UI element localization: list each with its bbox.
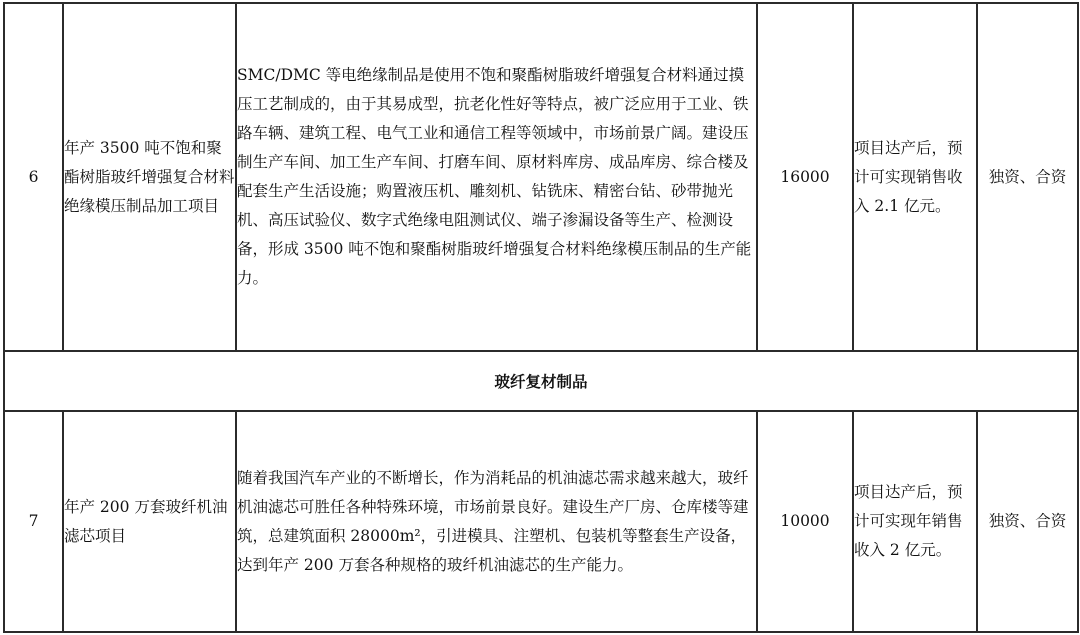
section-title [4, 351, 1078, 411]
project-description [236, 3, 757, 351]
row-number-text: 7 [28, 512, 39, 530]
project-table [3, 2, 1079, 633]
expected-benefit-text: 项目达产后，预计可实现年销售收入 2 亿元。 [854, 483, 963, 559]
section-title-text: 玻纤复材制品 [494, 371, 588, 391]
expected-benefit [853, 3, 977, 351]
project-description-text: SMC/DMC 等电绝缘制品是使用不饱和聚酯树脂玻纤增强复合材料通过摸压工艺制成的，由于其易成型，抗老化性好等特点，被广泛应用于工业、铁路车辆、建筑工程、电气工业和通信工程等领域中，市场前景广阔。建设压制生产车间、加工生产车间、打磨车间、原材料库房、成品库房、综合楼及配套生产生活设施；购置液压机、雕刻机、钻铣床、精密台钻、砂带抛光机、高压试验仪、数字式绝缘电阻测试仪、端子渗漏设备等生产、检测设备，形成 3500 吨不饱和聚酯树脂玻纤增强复合材料绝缘模压制品的生产能力。 [237, 66, 752, 287]
cooperation-mode-text: 独资、合资 [988, 512, 1067, 530]
project-description [236, 411, 757, 632]
section-row [4, 351, 1078, 411]
project-name-text: 年产 3500 吨不饱和聚酯树脂玻纤增强复合材料绝缘模压制品加工项目 [64, 138, 235, 215]
investment-amount [757, 3, 853, 351]
project-name-text: 年产 200 万套玻纤机油滤芯项目 [64, 497, 228, 545]
expected-benefit-text: 项目达产后，预计可实现销售收入 2.1 亿元。 [854, 138, 963, 215]
project-name [63, 3, 236, 351]
project-description-text: 随着我国汽车产业的不断增长，作为消耗品的机油滤芯需求越来越大，玻纤机油滤芯可胜任各种特殊环境，市场前景良好。建设生产厂房、仓库楼等建筑，总建筑面积 28000m²，引进模具、注塑机、包装机等整套生产设备，达到年产 200 万套各种规格的玻纤机油滤芯的生产能力。 [237, 468, 749, 574]
investment-amount-text: 16000 [780, 167, 830, 186]
expected-benefit [853, 411, 977, 632]
investment-amount-text: 10000 [780, 512, 830, 530]
table-row [4, 3, 1078, 351]
table-row [4, 411, 1078, 632]
project-name [63, 411, 236, 632]
investment-amount [757, 411, 853, 632]
cooperation-mode [977, 3, 1078, 351]
cooperation-mode [977, 411, 1078, 632]
row-number [4, 411, 63, 632]
row-number [4, 3, 63, 351]
row-number-text: 6 [28, 167, 39, 186]
cooperation-mode-text: 独资、合资 [988, 167, 1067, 186]
